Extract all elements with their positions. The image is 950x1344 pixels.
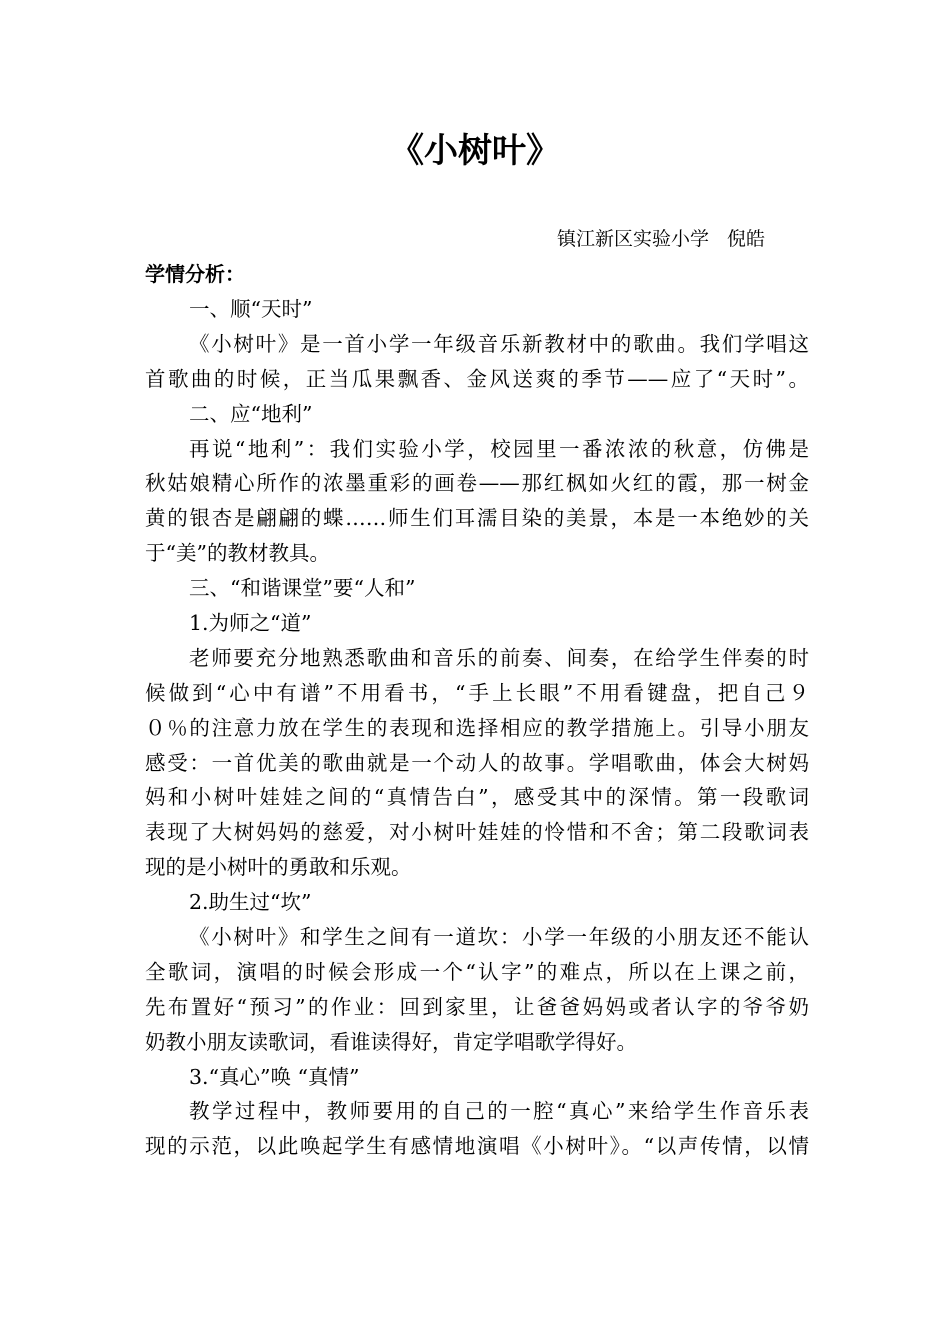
section-heading: 学情分析： (145, 262, 245, 286)
text-line-12: 候做到“心中有谱”不用看书，“手上长眼”不用看键盘，把自己９ (145, 680, 809, 705)
text-line-2: 《小树叶》是一首小学一年级音乐新教材中的歌曲。我们学唱这 (189, 331, 809, 356)
document-body (145, 292, 809, 1164)
byline (557, 224, 765, 254)
text-line-18: 2.助生过“坎” (189, 890, 312, 915)
text-line-6: 秋姑娘精心所作的浓墨重彩的画卷——那红枫如火红的霞，那一树金 (145, 471, 809, 496)
text-line-17: 现的是小树叶的勇敢和乐观。 (145, 855, 412, 880)
text-line-24: 教学过程中，教师要用的自己的一腔“真心”来给学生作音乐表 (189, 1099, 809, 1124)
text-line-20: 全歌词，演唱的时候会形成一个“认字”的难点，所以在上课之前， (145, 959, 809, 984)
text-line-4: 二、应“地利” (189, 401, 313, 426)
text-line-1: 一、顺“天时” (189, 297, 313, 321)
text-line-9: 三、“和谐课堂”要“人和” (189, 576, 416, 601)
text-line-22: 奶教小朋友读歌词，看谁读得好，肯定学唱歌学得好。 (145, 1029, 637, 1054)
text-line-13: ０％的注意力放在学生的表现和选择相应的教学措施上。引导小朋友 (145, 715, 809, 740)
text-line-15: 妈和小树叶娃娃之间的“真情告白”，感受其中的深情。第一段歌词 (145, 785, 809, 810)
text-line-8: 于“美”的教材教具。 (145, 541, 330, 566)
byline-author: 倪皓 (726, 228, 765, 250)
text-line-16: 表现了大树妈妈的慈爱，对小树叶娃娃的怜惜和不舍；第二段歌词表 (145, 820, 809, 845)
text-line-19: 《小树叶》和学生之间有一道坎：小学一年级的小朋友还不能认 (189, 925, 809, 950)
document-title: 《小树叶》 (390, 131, 560, 171)
text-line-23: 3.“真心”唤 “真情” (189, 1064, 360, 1089)
text-line-10: 1.为师之“道” (189, 611, 312, 636)
text-line-7: 黄的银杏是翩翩的蝶……师生们耳濡目染的美景，本是一本绝妙的关 (145, 506, 809, 531)
text-line-3: 首歌曲的时候，正当瓜果飘香、金风送爽的季节——应了“天时”。 (145, 366, 809, 391)
text-line-5: 再说“地利”：我们实验小学，校园里一番浓浓的秋意，仿佛是 (189, 436, 809, 461)
byline-school: 镇江新区实验小学 (556, 228, 709, 250)
text-line-14: 感受：一首优美的歌曲就是一个动人的故事。学唱歌曲，体会大树妈 (145, 750, 809, 775)
text-line-25: 现的示范，以此唤起学生有感情地演唱《小树叶》。“以声传情，以情 (145, 1134, 809, 1159)
text-line-11: 老师要充分地熟悉歌曲和音乐的前奏、间奏，在给学生伴奏的时 (189, 645, 809, 670)
text-line-21: 先布置好“预习”的作业：回到家里，让爸爸妈妈或者认字的爷爷奶 (145, 994, 809, 1019)
